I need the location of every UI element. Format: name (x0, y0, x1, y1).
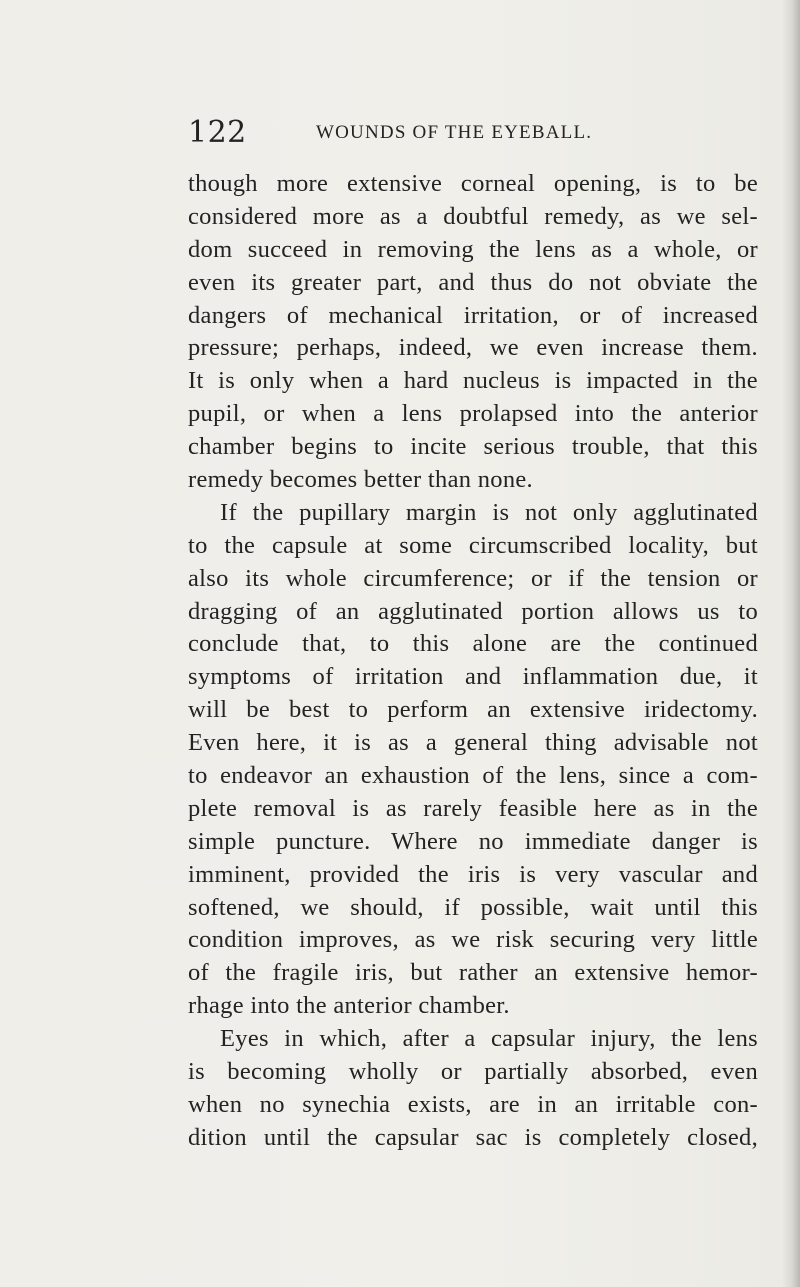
text-line: plete removal is as rarely feasible here as in the (188, 794, 758, 822)
text-line: to endeavor an exhaustion of the lens, since a com- (188, 762, 758, 790)
text-line: will be best to perform an extensive iridectomy. (188, 696, 758, 724)
text-line: simple puncture. Where no immediate danger is (188, 827, 758, 855)
text-line: It is only when a hard nucleus is impacted in the (188, 367, 758, 395)
text-line: rhage into the anterior chamber. (188, 992, 510, 1020)
text-line: condition improves, as we risk securing very little (188, 926, 758, 954)
text-line: considered more as a doubtful remedy, as we sel- (188, 202, 758, 230)
text-line: also its whole circumference; or if the tension or (188, 564, 758, 592)
body-text (188, 168, 758, 1155)
page-edge-shadow (782, 0, 800, 1287)
text-line: when no synechia exists, are in an irritable con- (188, 1090, 758, 1118)
text-line: dangers of mechanical irritation, or of increased (188, 301, 758, 329)
text-line: remedy becomes better than none. (188, 466, 533, 494)
text-line: conclude that, to this alone are the continued (188, 630, 758, 658)
text-line: imminent, provided the iris is very vascular and (188, 860, 758, 888)
text-line: symptoms of irritation and inflammation due, it (188, 663, 758, 691)
text-line: is becoming wholly or partially absorbed, even (188, 1058, 758, 1086)
text-line: dition until the capsular sac is completely closed, (188, 1123, 758, 1151)
text-line: softened, we should, if possible, wait until this (188, 893, 758, 921)
text-line: Even here, it is as a general thing advisable not (188, 729, 758, 757)
text-line: though more extensive corneal opening, is to be (188, 170, 758, 197)
text-line: If the pupillary margin is not only agglutinated (220, 498, 758, 526)
text-line: dom succeed in removing the lens as a whole, or (188, 235, 758, 263)
text-line: pressure; perhaps, indeed, we even increase them. (188, 334, 758, 362)
text-line: dragging of an agglutinated portion allows us to (188, 597, 758, 625)
text-line: to the capsule at some circumscribed locality, but (188, 531, 758, 559)
page-header (188, 115, 748, 158)
text-line: Eyes in which, after a capsular injury, the lens (220, 1025, 758, 1053)
page-number: 122 (188, 115, 247, 150)
text-line: of the fragile iris, but rather an extensive hemor- (188, 959, 758, 987)
text-line: even its greater part, and thus do not obviate the (188, 268, 758, 296)
running-head: WOUNDS OF THE EYEBALL. (316, 122, 593, 143)
text-line: pupil, or when a lens prolapsed into the anterior (188, 400, 758, 428)
text-line: chamber begins to incite serious trouble, that this (188, 433, 758, 461)
